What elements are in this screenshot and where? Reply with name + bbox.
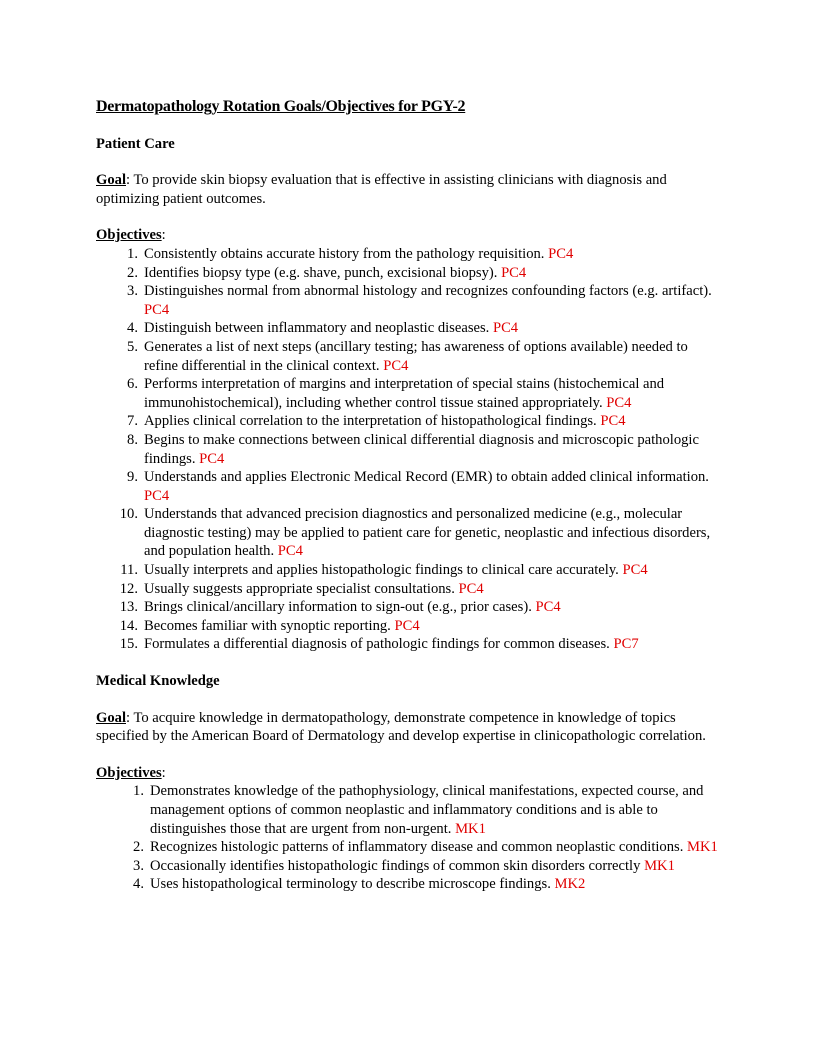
competency-code: MK1 (687, 839, 718, 856)
item-text: Begins to make connections between clinical differential diagnosis and microscopic pathologic findings. (144, 431, 699, 467)
competency-code: PC4 (458, 580, 484, 597)
item-number: 1. (133, 783, 144, 800)
list-item (96, 468, 720, 505)
goal-paragraph (96, 171, 720, 208)
competency-code: PC4 (548, 245, 574, 262)
list-item (96, 412, 720, 431)
competency-code: PC4 (144, 487, 170, 504)
item-text: Performs interpretation of margins and interpretation of special stains (histochemical and immunohistochemical), including whether control tissue stained appropriately. (144, 376, 665, 411)
item-number: 4. (127, 320, 138, 337)
competency-code: PC4 (600, 413, 626, 430)
competency-code: PC4 (144, 301, 170, 318)
competency-code: PC4 (383, 357, 409, 374)
list-item (96, 875, 720, 894)
item-number: 5. (127, 338, 138, 355)
item-text: Uses histopathological terminology to describe microscope findings. (150, 876, 555, 893)
objectives-list (96, 245, 720, 654)
item-text: Formulates a differential diagnosis of pathologic findings for common diseases. (144, 636, 614, 653)
item-number: 10. (119, 506, 138, 523)
section-heading: Medical Knowledge (96, 673, 220, 690)
competency-code: PC4 (492, 320, 519, 337)
goal-label: Goal (96, 709, 126, 726)
item-text: Brings clinical/ancillary information to sign-out (e.g., prior cases). (144, 599, 536, 616)
item-number: 13. (119, 599, 138, 616)
item-number: 9. (127, 469, 138, 486)
list-item (96, 635, 720, 654)
item-text: Recognizes histologic patterns of inflammatory disease and common neoplastic conditions. (150, 839, 688, 856)
section-medical-knowledge (96, 672, 720, 894)
list-item (96, 319, 720, 338)
list-item (96, 857, 720, 876)
list-item (96, 580, 720, 599)
item-number: 14. (119, 617, 138, 634)
competency-code: PC4 (501, 264, 527, 281)
list-item (96, 282, 720, 319)
competency-code: MK1 (644, 857, 675, 874)
item-number: 7. (127, 413, 138, 430)
section-heading: Patient Care (96, 135, 175, 152)
competency-code: PC7 (613, 636, 639, 653)
item-text: Distinguish between inflammatory and neoplastic diseases. (144, 320, 493, 337)
item-number: 1. (127, 245, 138, 262)
competency-code: PC4 (535, 599, 561, 616)
item-text: Understands that advanced precision diagnostics and personalized medicine (e.g., molecular diagnostic testing) may be applied to patient care for genetic, neoplastic and infectious disorders, and population health. (144, 506, 711, 560)
competency-code: PC4 (622, 562, 648, 579)
objectives-list (96, 782, 720, 894)
goal-colon: : (126, 172, 131, 189)
goal-label: Goal (96, 172, 126, 189)
competency-code: MK1 (455, 820, 486, 837)
item-text: Demonstrates knowledge of the pathophysiology, clinical manifestations, expected course, and management options of common neoplastic and inflammatory conditions and is able to distinguishes those that are urgent from non-urgent. (150, 783, 704, 837)
item-text: Applies clinical correlation to the interpretation of histopathological findings. (144, 413, 601, 430)
item-text: Identifies biopsy type (e.g. shave, punch, excisional biopsy). (144, 264, 502, 281)
item-text: Understands and applies Electronic Medical Record (EMR) to obtain added clinical information. (144, 469, 709, 486)
list-item (96, 598, 720, 617)
list-item (96, 782, 720, 838)
item-number: 11. (120, 562, 138, 579)
list-item (96, 561, 720, 580)
item-number: 6. (127, 376, 138, 393)
list-item (96, 617, 720, 636)
item-number: 8. (127, 431, 138, 448)
competency-code: PC4 (606, 394, 632, 411)
list-item (96, 431, 720, 468)
document-body (96, 98, 720, 912)
section-patient-care (96, 135, 720, 654)
competency-code: PC4 (394, 617, 420, 634)
item-text: Usually interprets and applies histopathologic findings to clinical care accurately. (144, 562, 623, 579)
item-number: 3. (127, 283, 138, 300)
competency-code: PC4 (199, 450, 225, 467)
goal-text: To acquire knowledge in dermatopathology, demonstrate competence in knowledge of topics specified by the American Board of Dermatology and develop expertise in clinicopathologic correlation. (96, 709, 706, 745)
item-number: 15. (119, 636, 138, 653)
item-text: Occasionally identifies histopathologic findings of common skin disorders correctly (150, 857, 645, 874)
list-item (96, 264, 720, 283)
objectives-colon: : (161, 227, 166, 244)
item-number: 4. (133, 876, 144, 893)
item-number: 12. (119, 580, 138, 597)
objectives-label: Objectives (96, 227, 162, 244)
goal-paragraph (96, 709, 720, 746)
objectives-label: Objectives (96, 764, 162, 781)
list-item (96, 245, 720, 264)
goal-text: To provide skin biopsy evaluation that is effective in assisting clinicians with diagnosis and optimizing patient outcomes. (96, 172, 667, 207)
objectives-heading (96, 226, 720, 245)
goal-colon: : (126, 709, 131, 726)
objectives-heading (96, 764, 720, 783)
item-number: 2. (127, 264, 138, 281)
item-text: Generates a list of next steps (ancillary testing; has awareness of options available) needed to refine differential in the clinical context. (144, 338, 688, 374)
competency-code: MK2 (554, 876, 586, 893)
competency-code: PC4 (277, 543, 303, 560)
item-text: Distinguishes normal from abnormal histology and recognizes confounding factors (e.g. artifact). (144, 283, 712, 300)
list-item (96, 505, 720, 561)
item-number: 2. (133, 839, 144, 856)
list-item (96, 375, 720, 412)
item-number: 3. (133, 857, 144, 874)
list-item (96, 338, 720, 375)
item-text: Becomes familiar with synoptic reporting. (144, 617, 395, 634)
item-text: Consistently obtains accurate history from the pathology requisition. (144, 245, 549, 262)
objectives-colon: : (161, 764, 166, 781)
document-title: Dermatopathology Rotation Goals/Objectives for PGY-2 (96, 98, 466, 115)
list-item (96, 838, 720, 857)
item-text: Usually suggests appropriate specialist consultations. (144, 580, 459, 597)
